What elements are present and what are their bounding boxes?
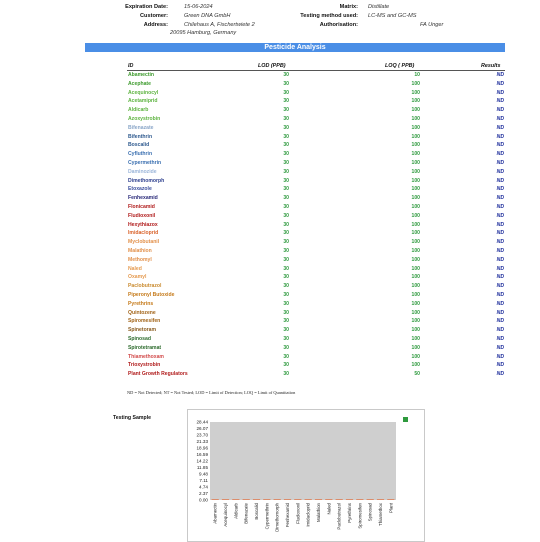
result-value: ND [496,335,504,342]
lod-value: 30 [283,327,289,334]
table-row [127,229,505,238]
pesticide-name: Boscalid [128,142,150,149]
table-row [127,221,505,230]
lod-value: 30 [283,309,289,316]
result-value: ND [496,265,504,272]
lod-value: 30 [283,168,289,175]
x-tick-label: Aldicarb [233,503,239,519]
table-row [127,71,505,80]
chart-legend-swatch [403,417,408,422]
table-row [127,168,505,177]
result-value: ND [496,239,504,246]
loq-value: 100 [411,177,420,184]
result-value: ND [496,371,504,378]
pesticide-name: Pyrethrins [128,300,154,307]
pesticide-name: Acephate [128,80,151,87]
bar [305,499,312,500]
lod-value: 30 [283,203,289,210]
x-tick-label: Paclobutrazol [336,503,342,530]
table-row [127,141,505,150]
result-value: ND [496,133,504,140]
meta-label: Customer: [140,13,168,19]
loq-value: 100 [411,274,420,281]
pesticide-name: Trioxystrobin [128,362,161,369]
lod-value: 30 [283,371,289,378]
table-row [127,335,505,344]
loq-value: 100 [411,98,420,105]
lod-value: 30 [283,98,289,105]
lod-value: 30 [283,212,289,219]
bar [294,499,301,500]
pesticide-name: Oxamyl [128,274,147,281]
result-value: ND [496,309,504,316]
table-row [127,326,505,335]
table-row [127,124,505,133]
loq-value: 100 [411,203,420,210]
loq-value: 100 [411,247,420,254]
loq-value: 10 [414,72,420,78]
result-value: ND [496,327,504,334]
y-tick-label: 2.37 [199,491,208,497]
pesticide-name: Daminozide [128,168,157,175]
bar [336,499,343,500]
lod-value: 30 [283,344,289,351]
x-tick-label: Boscalid [254,503,259,520]
lod-value: 30 [283,265,289,272]
pesticide-name: Paclobutrazol [128,283,162,290]
pesticide-name: Spinosad [128,335,151,342]
lod-value: 30 [283,274,289,281]
meta-label: Testing method used: [300,13,358,19]
pesticide-name: Malathion [128,247,152,254]
bar [356,499,363,500]
loq-value: 100 [411,318,420,325]
y-tick-label: 0.00 [199,497,208,503]
result-value: ND [496,80,504,87]
col-lod-header: LOD (PPB) [258,63,286,69]
lod-value: 30 [283,256,289,263]
bar [367,499,374,500]
result-value: ND [496,98,504,105]
result-value: ND [496,212,504,219]
result-value: ND [496,221,504,228]
result-value: ND [496,168,504,175]
table-row [127,203,505,212]
y-tick-label: 26.07 [196,426,208,432]
loq-value: 100 [411,195,420,202]
table-row [127,106,505,115]
lod-value: 30 [283,239,289,246]
table-row [127,238,505,247]
pesticide-name: Myclobutanil [128,239,160,246]
bar [222,499,229,500]
result-value: ND [496,124,504,131]
loq-value: 100 [411,142,420,149]
table-row [127,247,505,256]
table-row [127,361,505,370]
table-row [127,291,505,300]
lod-value: 30 [283,335,289,342]
result-value: ND [496,274,504,281]
loq-value: 100 [411,309,420,316]
pesticide-name: Acetamiprid [128,98,158,105]
table-row [127,80,505,89]
meta-value: Chilehaus A, Fischertwiete 2 [184,22,255,28]
table-row [127,300,505,309]
lod-value: 30 [283,221,289,228]
table-row [127,370,505,379]
lod-value: 30 [283,186,289,193]
loq-value: 100 [411,239,420,246]
loq-value: 100 [411,133,420,140]
lod-value: 30 [283,318,289,325]
lod-value: 30 [283,300,289,307]
table-row [127,282,505,291]
bar [232,499,239,500]
pesticide-name: Thiamethoxam [128,353,164,360]
result-value: ND [496,195,504,202]
x-tick-label: Acequinocyl [223,503,228,527]
result-value: ND [496,300,504,307]
result-value: ND [496,151,504,158]
table-row [127,273,505,282]
result-value: ND [496,362,504,369]
bar [315,499,322,500]
y-tick-label: 16.59 [196,452,208,458]
loq-value: 100 [411,107,420,114]
pesticide-name: Etoxazole [128,186,152,193]
lod-value: 30 [283,291,289,298]
col-id-header: ID [128,63,134,69]
lod-value: 30 [283,142,289,149]
bar [212,499,219,500]
x-tick-label: Spinosad [367,503,373,522]
bar [284,499,291,500]
section-title: Pesticide Analysis [264,44,326,51]
bar [263,499,270,500]
lod-value: 30 [283,353,289,360]
col-results-header: Results [481,63,501,69]
y-tick-label: 14.22 [196,458,208,464]
table-row [127,265,505,274]
meta-label: Address: [143,22,168,28]
y-tick-label: 7.11 [199,478,208,484]
result-value: ND [496,177,504,184]
loq-value: 100 [411,80,420,87]
x-tick-label: Fenhexamid [285,503,290,528]
table-row [127,309,505,318]
x-tick-label: Plant [388,503,394,514]
pesticide-name: Spinetoram [128,327,157,334]
table-row [127,89,505,98]
meta-value: Green DNA GmbH [184,13,231,19]
x-tick-label: Dimethomorph [274,503,280,532]
x-tick-label: Pyrethrins [347,503,352,523]
testing-sample-chart [187,409,423,540]
pesticide-name: Spirotetramat [128,344,162,351]
table-row [127,256,505,265]
results-table-body [127,71,505,379]
table-row [127,159,505,168]
pesticide-name: Fenhexamid [128,195,158,202]
loq-value: 100 [411,168,420,175]
y-tick-label: 11.85 [196,465,208,471]
result-value: ND [496,230,504,237]
result-value: ND [496,256,504,263]
lod-value: 30 [283,124,289,131]
bar [377,499,384,500]
result-value: ND [496,344,504,351]
x-tick-label: Spiromesifen [357,503,363,529]
footnote: ND = Not Detected; NT = Not Tested; LOD = Limit of Detection; LOQ = Limit of Quantitation [127,390,296,395]
pesticide-name: Hexythiazox [128,221,158,228]
table-row [127,133,505,142]
pesticide-name: Abamectin [128,72,155,78]
pesticide-name: Acequinocyl [128,89,159,96]
result-value: ND [496,115,504,122]
table-row [127,150,505,159]
pesticide-name: Quintozene [128,309,156,316]
meta-value: Distillate [368,4,390,10]
bar [243,499,250,500]
pesticide-name: Aldicarb [128,107,149,114]
table-row [127,353,505,362]
lod-value: 30 [283,72,289,78]
table-row [127,344,505,353]
result-value: ND [496,283,504,290]
pesticide-name: Flonicamid [128,203,155,210]
loq-value: 100 [411,221,420,228]
meta-value: LC-MS and GC-MS [368,13,417,19]
pesticide-name: Cypermethrin [128,159,162,166]
result-value: ND [496,107,504,114]
loq-value: 100 [411,89,420,96]
result-value: ND [496,291,504,298]
result-value: ND [496,142,504,149]
lod-value: 30 [283,133,289,140]
lod-value: 30 [283,159,289,166]
lod-value: 30 [283,230,289,237]
x-tick-label: Naled [326,503,332,515]
y-tick-label: 4.74 [199,484,208,490]
y-tick-label: 28.44 [196,419,208,425]
pesticide-name: Naled [128,265,142,272]
x-tick-label: Cypermethrin [264,503,270,530]
pesticide-name: Spiromesifen [128,318,161,325]
x-tick-label: Malathion [316,503,321,523]
loq-value: 100 [411,300,420,307]
loq-value: 100 [411,159,420,166]
x-tick-label: Thiamethox [378,503,383,526]
pesticide-name: Cyfluthrin [128,151,153,158]
loq-value: 100 [411,362,420,369]
pesticide-name: Methomyl [128,256,152,263]
testing-sample-label: Testing Sample [113,415,151,421]
bar [253,499,260,500]
result-value: ND [496,353,504,360]
x-tick-label: Imidacloprid [305,503,311,527]
col-loq-header: LOQ ( PPB) [385,63,415,69]
result-value: ND [496,247,504,254]
result-value: ND [496,186,504,193]
pesticide-name: Piperonyl Butoxide [128,291,175,298]
loq-value: 100 [411,283,420,290]
loq-value: 100 [411,124,420,131]
pesticide-name: Bifenazate [128,124,154,131]
y-tick-label: 18.96 [196,445,208,451]
lod-value: 30 [283,107,289,114]
lod-value: 30 [283,362,289,369]
lod-value: 30 [283,247,289,254]
bar [346,499,353,500]
section-title-bar [85,43,505,52]
loq-value: 100 [411,212,420,219]
table-row [127,194,505,203]
loq-value: 100 [411,256,420,263]
y-tick-label: 21.33 [196,439,208,445]
loq-value: 100 [411,265,420,272]
y-tick-label: 9.48 [199,471,208,477]
loq-value: 100 [411,115,420,122]
loq-value: 100 [411,151,420,158]
lod-value: 30 [283,151,289,158]
result-value: ND [496,72,504,78]
pesticide-name: Fludioxonil [128,212,156,219]
bar [387,499,394,500]
meta-label: Authorisation: [319,22,358,28]
table-row [127,212,505,221]
loq-value: 100 [411,344,420,351]
table-row [127,317,505,326]
lod-value: 30 [283,195,289,202]
result-value: ND [496,203,504,210]
x-tick-label: Abamectin [212,503,218,524]
loq-value: 100 [411,186,420,193]
x-tick-label: Bifenazate [243,503,249,524]
lod-value: 30 [283,89,289,96]
pesticide-name: Imidacloprid [128,230,159,237]
meta-value: FA Unger [420,22,444,28]
result-value: ND [496,159,504,166]
pesticide-name: Bifenthrin [128,133,153,140]
lod-value: 30 [283,283,289,290]
bar [274,499,281,500]
meta-value-line2: 20095 Hamburg, Germany [170,30,237,36]
loq-value: 100 [411,335,420,342]
lod-value: 30 [283,177,289,184]
loq-value: 50 [414,371,420,378]
pesticide-name: Plant Growth Regulators [128,371,188,378]
plot-area [210,422,396,500]
pesticide-name: Azoxystrobin [128,115,161,122]
loq-value: 100 [411,230,420,237]
meta-label: Matrix: [339,4,358,10]
loq-value: 100 [411,291,420,298]
results-table-header [127,62,505,71]
meta-label: Expiration Date: [125,4,168,10]
pesticide-name: Dimethomorph [128,177,165,184]
table-row [127,185,505,194]
result-value: ND [496,318,504,325]
table-row [127,177,505,186]
loq-value: 100 [411,353,420,360]
result-value: ND [496,89,504,96]
lod-value: 30 [283,80,289,87]
x-tick-label: Fludioxonil [295,503,301,524]
bar [325,499,332,500]
lod-value: 30 [283,115,289,122]
meta-value: 15-06-2024 [184,4,213,10]
y-tick-label: 23.70 [196,432,208,438]
loq-value: 100 [411,327,420,334]
table-row [127,115,505,124]
table-row [127,97,505,106]
